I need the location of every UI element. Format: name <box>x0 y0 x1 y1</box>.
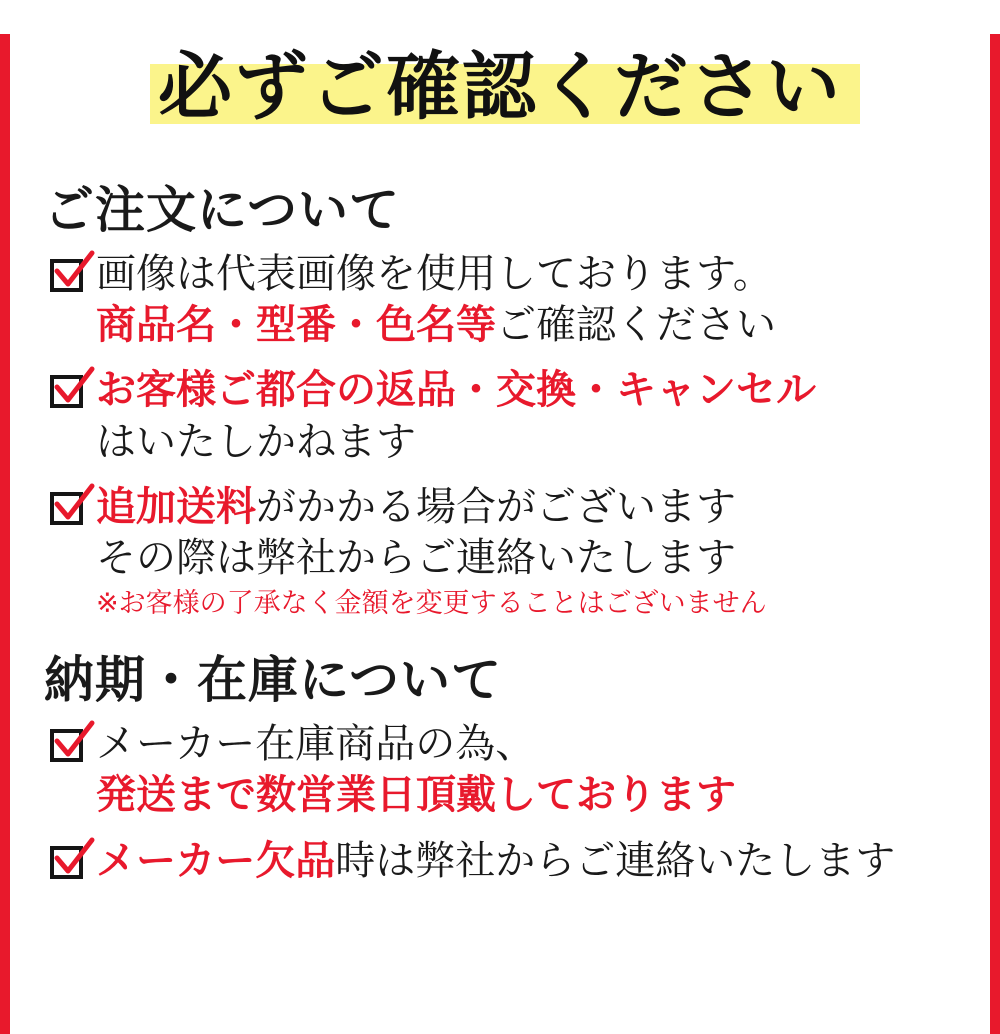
checkbox-checked-icon <box>50 255 90 295</box>
item-line: 画像は代表画像を使用しております。 <box>96 251 773 297</box>
item-text <box>96 836 990 887</box>
item-line: はいたしかねます <box>96 418 416 465</box>
section-heading-delivery: 納期・在庫について <box>44 651 502 710</box>
item-line: メーカー欠品時は弊社からご連絡いたします <box>96 837 896 884</box>
list-item <box>50 365 990 467</box>
section-heading-order: ご注文について <box>44 181 400 239</box>
checkbox-checked-icon <box>50 725 90 765</box>
item-line: お客様ご都合の返品・交換・キャンセル <box>96 367 816 414</box>
list-item <box>50 482 990 621</box>
item-note: ※お客様の了承なく金額を変更することはございません <box>96 588 767 620</box>
notice-content <box>10 34 990 1034</box>
item-text <box>96 482 990 621</box>
item-line: メーカー在庫商品の為、 <box>96 721 536 768</box>
item-text <box>96 249 990 351</box>
item-line: その際は弊社からご連絡いたします <box>96 534 736 581</box>
page-title-block <box>10 34 990 139</box>
checkbox-checked-icon <box>50 371 90 411</box>
delivery-items-list <box>10 719 990 887</box>
item-text <box>96 365 990 467</box>
item-text <box>96 719 990 821</box>
page-title: 必ずご確認ください <box>158 43 842 130</box>
checkbox-checked-icon <box>50 842 90 882</box>
notice-page <box>0 34 1000 1034</box>
list-item <box>50 249 990 351</box>
list-item <box>50 719 990 821</box>
item-line: 商品名・型番・色名等ご確認ください <box>96 302 776 349</box>
item-line: 発送まで数営業日頂戴しております <box>96 772 736 819</box>
list-item <box>50 836 990 887</box>
item-line: 追加送料がかかる場合がございます <box>96 483 736 530</box>
checkbox-checked-icon <box>50 488 90 528</box>
order-items-list <box>10 249 990 621</box>
